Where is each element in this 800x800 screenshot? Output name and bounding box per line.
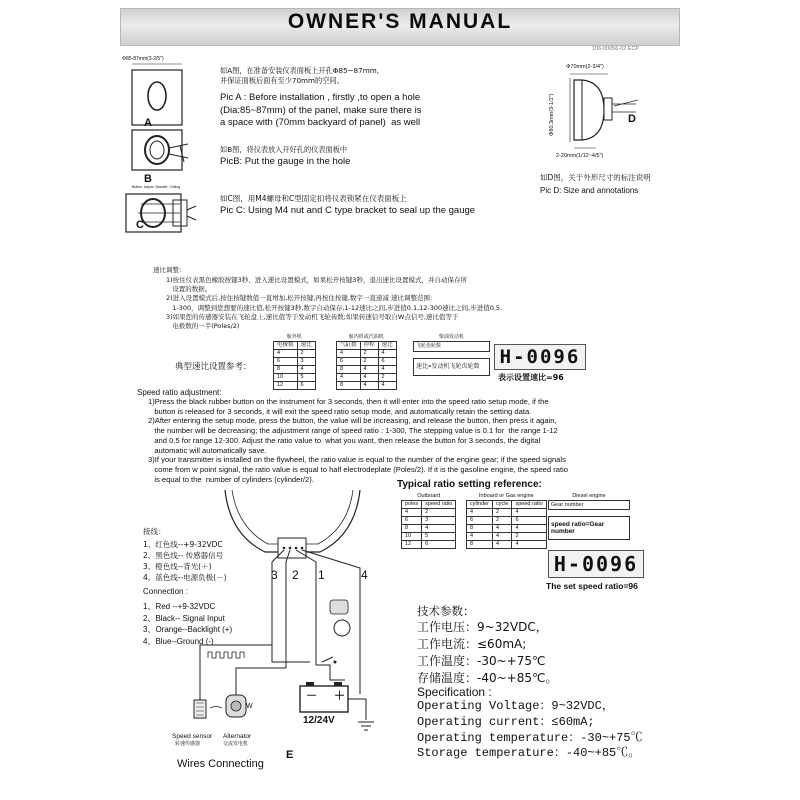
table-cell: 6: [512, 517, 546, 525]
wires-connecting-caption: Wires Connecting: [177, 758, 264, 770]
table-row: [337, 374, 397, 382]
table-cell: 4: [467, 509, 493, 517]
table-header-cell: 电极数: [274, 342, 298, 350]
wire-number-1: 1: [318, 568, 325, 582]
fig-c-caption: Button Adjust Bracket Ceiling: [132, 185, 181, 189]
speed-en-table-inboard: [466, 493, 547, 549]
specs-cn-title: 技术参数：: [417, 604, 475, 618]
table-cell: 4: [378, 366, 396, 374]
lcd-caption-en: The set speed ratio=96: [546, 581, 638, 591]
install-c-cn: 如C图，用M4螺母和C型固定扣将仪表锁紧在仪表面板上: [220, 194, 407, 203]
table-row: [402, 517, 456, 525]
lcd-display-cn: H-0096: [494, 344, 586, 370]
table-cell: 4: [378, 382, 396, 390]
table-row: [337, 382, 397, 390]
specs-en-list: Operating Voltage：9~32VDC， Operating current：≤60mA; Operating temperature：-30~+75℃ Storage temperature：-40~+85℃。: [417, 699, 643, 761]
fig-a-dimension: Φ85-87mm(3-2/5"): [122, 56, 164, 62]
table-formula: 速比=发动机飞轮齿轮数: [413, 358, 490, 376]
speed-cn-body: 1)按住仪表黑色橡胶按键3秒，进入速比设置模式，如果松开按键3秒，退出速比设置模式，并自动保存所 设置的数据。 2)进入设置模式后,按住按键数值一直增加,松开按键,再按住按键,数字一直递减 速比调整范围: 1-300，调整到您想要的速比值,松开按键3秒,数字自动保存,1-12速比之间,步进值0.1,12-300速比之间,步进值0.5. 3)如果您的传感器安装在飞轮盘上,速比值等于发动机飞轮齿数;如果转速信号取自W点信号,速比值等于 电极数的一半(Poles/2): [166, 276, 503, 331]
install-a-cn: 如A图，在准备安装仪表面板上开孔Φ85~87mm, 并保证面板后面有至少70mm的空间。: [220, 66, 379, 86]
table-cell: 4: [512, 525, 546, 533]
table-cell: 6: [402, 517, 422, 525]
wiring-en-title: Connection :: [143, 587, 188, 596]
table-cell: 6: [297, 382, 315, 390]
table-row: [467, 525, 547, 533]
table-cell: 6: [467, 517, 493, 525]
install-a-en: Pic A : Before installation , firstly ,to open a hole (Dia:85~87mm) of the panel, make sure there is a space with (70mm backyard of panel) as well: [220, 92, 422, 129]
table-cell: 2: [512, 533, 546, 541]
speed-sensor-icon: [194, 690, 222, 718]
ignition-key-icon: [322, 600, 350, 664]
table-cell: 4: [467, 533, 493, 541]
table-row: [337, 358, 397, 366]
fig-a-label: A: [144, 117, 152, 129]
specs-en-title: Specification :: [417, 685, 492, 699]
table-title: 柴油发动机: [438, 334, 464, 340]
table-cell: 8: [467, 525, 493, 533]
table-header-row: [274, 342, 316, 350]
table-cell: 4: [492, 525, 512, 533]
table-cell: 2: [492, 509, 512, 517]
table-cell: 8: [337, 382, 361, 390]
fig-d-bottom-dimension: 2-20mm(1/12~4/5"): [556, 153, 604, 159]
table-title: 舷内机或汽油机: [348, 334, 384, 340]
table-cell: 10: [402, 533, 422, 541]
table-cell: 6: [337, 358, 361, 366]
speed-sensor-label-cn: 转速传感器: [175, 741, 201, 747]
table-cell: 6: [274, 358, 298, 366]
table-header-cell: speed ratio: [422, 501, 456, 509]
speed-sensor-label: Speed sensor: [172, 733, 213, 740]
lcd-display-en: H-0096: [548, 550, 644, 578]
fig-c-label: C: [136, 219, 144, 231]
table-cell: 4: [402, 509, 422, 517]
table-cell: 12: [402, 541, 422, 549]
table-row: [467, 533, 547, 541]
wiring-cn-list: 1、红色线--+9-32VDC 2、黑色线-- 传感器信号 3、橙色线--背光(＋) 4、蓝色线--电源负极(－): [143, 540, 227, 582]
install-c-en: Pic C: Using M4 nut and C type bracket to seal up the gauge: [220, 205, 476, 216]
table-title: Diesel engine: [572, 493, 606, 499]
table-row: [402, 533, 456, 541]
table-cell: 4: [492, 541, 512, 549]
speed-en-heading: Speed ratio adjustment:: [137, 388, 222, 397]
fig-e-label: E: [286, 749, 294, 761]
table-header-row: [467, 501, 547, 509]
table-cell: 8: [467, 541, 493, 549]
fig-d-top-dimension: Φ70mm(2-3/4"): [566, 64, 604, 70]
speed-cn-table-diesel: [413, 334, 490, 376]
table-cell: 4: [512, 509, 546, 517]
table-header: 飞轮齿轮数: [413, 341, 490, 352]
table-cell: 4: [422, 525, 456, 533]
wire-number-2: 2: [292, 568, 299, 582]
table-cell: 10: [274, 374, 298, 382]
table-cell: 4: [512, 541, 546, 549]
table-header-cell: cycle: [492, 501, 512, 509]
table-header-cell: 气缸数: [337, 342, 361, 350]
table-cell: 3: [297, 358, 315, 366]
speed-en-body: 1)Press the black rubber button on the instrument for 3 seconds, then it will enter into the speed ratio setup mode, if the button is released for 3 seconds, it will exit the speed ratio setup mode, and automatically retain the setting data. 2)After entering the setup mode, press the button, the value will be increasing, and release the button, then press it again, the number will be decreasing; the adjustment range of speed ratio : 1-300, The stepping value is 0.1 for the range 1-12 and 0.5 for range 12-300. Adjust the ratio value to what you want, then release the button for 3 seconds, the digital automatic will automatically save. 3)If your transmitter is installed on the flywheel, the ratio value is equal to the number of the engine gear; if the speed signals come from w point signal, the ratio value is equal to half electrodeplate (Poles/2). If it is the gasoline engine, the speed ratio is equal to the number of cylinders (cylinder/2).: [148, 397, 569, 484]
table-cell: 5: [422, 533, 456, 541]
speed-cn-table-inboard: [336, 334, 397, 390]
fig-b-label: B: [144, 173, 152, 185]
table-cell: 4: [337, 374, 361, 382]
alternator-w-label: W: [246, 703, 253, 710]
table-header-cell: poles: [402, 501, 422, 509]
table-cell: 8: [274, 366, 298, 374]
table-formula: speed ratio=Gear number: [548, 516, 630, 540]
table-cell: 4: [274, 350, 298, 358]
install-d-cn: 如D图，关于外形尺寸的标注说明: [540, 173, 651, 182]
table-row: [274, 358, 316, 366]
alternator-icon: [226, 695, 246, 717]
speed-en-typical: Typical ratio setting reference:: [397, 479, 542, 490]
table-cell: 2: [360, 358, 378, 366]
table-row: [274, 382, 316, 390]
wiring-en-list: 1、Red --+9-32VDC 2、Black-- Signal Input 3、Orange--Backlight (+) 4、Blue--Ground (-): [143, 602, 233, 646]
fig-a-panel-hole-drawing: [120, 58, 195, 128]
speed-cn-heading: 速比调整：: [153, 266, 186, 274]
table-header-row: [337, 342, 397, 350]
table-cell: 2: [360, 350, 378, 358]
table-header-row: [402, 501, 456, 509]
table-title: 舷外机: [286, 334, 302, 340]
wiring-cn-title: 接线：: [143, 527, 166, 536]
table-header-cell: 速比: [378, 342, 396, 350]
table-cell: 4: [378, 350, 396, 358]
table-row: [402, 541, 456, 549]
fig-d-label: D: [628, 113, 636, 125]
table-row: [274, 366, 316, 374]
table-header-cell: speed ratio: [512, 501, 546, 509]
page-title: OWNER'S MANUAL: [287, 10, 513, 33]
battery-plus: ＋: [334, 690, 345, 702]
speed-en-table-diesel: [548, 493, 630, 540]
lcd-caption-cn: 表示设置速比=96: [498, 373, 564, 382]
fig-c-bracket-drawing: [118, 190, 198, 240]
install-b-cn: 如B图，将仪表放入开好孔的仪表面板中: [220, 145, 348, 154]
table-title: Outboard: [417, 493, 441, 499]
table-header-cell: 冲程: [360, 342, 378, 350]
table-cell: 6: [378, 358, 396, 366]
table-cell: 2: [297, 350, 315, 358]
table-row: [402, 509, 456, 517]
table-cell: 2: [422, 509, 456, 517]
table-cell: 5: [297, 374, 315, 382]
table-cell: 4: [297, 366, 315, 374]
table-row: [402, 525, 456, 533]
document-number: 106-00056-02 ECP: [592, 46, 640, 52]
table-header-cell: cylinder: [467, 501, 493, 509]
battery-minus: －: [306, 690, 317, 702]
table-cell: 2: [492, 517, 512, 525]
table-header-cell: 速比: [297, 342, 315, 350]
table-cell: 6: [422, 541, 456, 549]
table-cell: 3: [422, 517, 456, 525]
table-row: [337, 366, 397, 374]
fig-d-side-dimension: Φ80.3mm(3-1/2"): [549, 93, 555, 136]
table-row: [467, 541, 547, 549]
table-cell: 4: [360, 366, 378, 374]
install-b-en: PicB: Put the gauge in the hole: [220, 156, 351, 167]
speed-cn-typical: 典型速比设置参考：: [175, 362, 252, 372]
speed-cn-table-outboard: [273, 334, 316, 390]
fig-b-gauge-insert-drawing: [120, 126, 195, 176]
table-row: [274, 350, 316, 358]
wire-number-3: 3: [271, 568, 278, 582]
wire-number-4: 4: [361, 568, 368, 582]
specs-cn-list: 工作电压：9~32VDC， 工作电流：≤60mA; 工作温度：-30~+75℃ 存储温度：-40~+85℃。: [417, 620, 558, 686]
alternator-label-cn: 交流发电机: [223, 741, 249, 747]
table-cell: 4: [337, 350, 361, 358]
table-row: [467, 517, 547, 525]
table-cell: 4: [492, 533, 512, 541]
table-row: [467, 509, 547, 517]
table-cell: 4: [360, 382, 378, 390]
table-row: [337, 350, 397, 358]
table-header: Gear number: [548, 500, 630, 510]
table-row: [274, 374, 316, 382]
alternator-label: Alternator: [223, 733, 252, 740]
install-d-en: Pic D: Size and annotations: [540, 186, 639, 195]
table-cell: 8: [402, 525, 422, 533]
table-cell: 8: [337, 366, 361, 374]
table-cell: 4: [360, 374, 378, 382]
speed-en-table-outboard: [401, 493, 456, 549]
table-cell: 12: [274, 382, 298, 390]
table-title: Inboard or Gas engine: [478, 493, 534, 499]
battery-voltage: 12/24V: [303, 715, 335, 726]
table-cell: 2: [378, 374, 396, 382]
